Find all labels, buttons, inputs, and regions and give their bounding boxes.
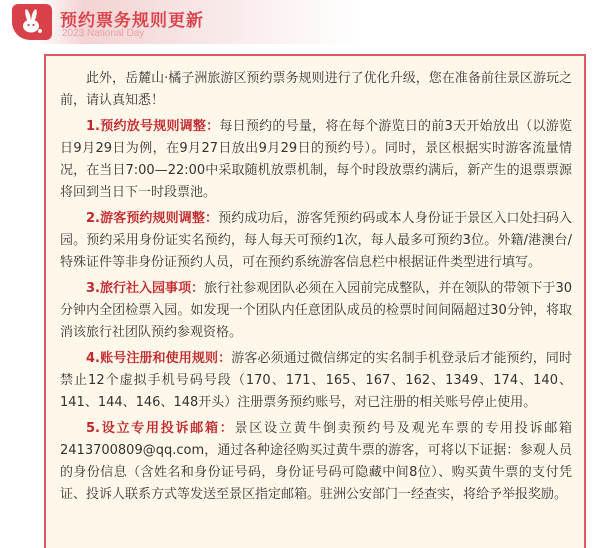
page-subtitle: 2023 National Day: [62, 28, 145, 39]
page-title: 预约票务规则更新: [60, 11, 204, 31]
section-5: [60, 418, 572, 506]
section-4: [60, 348, 572, 414]
header-banner: [0, 0, 600, 44]
section-3-heading: 3.旅行社入园事项：: [86, 281, 205, 296]
section-2-heading: 2.游客预约规则调整：: [86, 211, 219, 226]
section-1: [60, 116, 572, 204]
rabbit-logo-icon: [12, 4, 52, 40]
section-5-heading: 5.设立专用投诉邮箱：: [86, 421, 235, 436]
section-4-body: 游客必须通过微信绑定的实名制手机登录后才能预约，同时禁止12个虚拟手机号码号段（170、171、165、167、162、1349、174、140、141、144、146、148开头）注册票务预约账号，对已注册的相关账号停止使用。: [60, 351, 572, 410]
section-3-body: 旅行社参观团队必须在入园前完成整队，并在领队的带领下于30分钟内全团检票入园。如发现一个团队内任意团队成员的检票时间间隔超过30分钟，将取消该旅行社团队预约参观资格。: [60, 281, 573, 340]
section-4-heading: 4.账号注册和使用规则：: [86, 351, 232, 366]
section-1-body: 每日预约的号量，将在每个游览日的前3天开始放出（以游览日9月29日为例，在9月27日放出9月29日的预约号）。同时，景区根据实时游客流量情况，在当日7:00—22:00中采取随机放票机制，每个时段放票约满后，新产生的退票票源将回到当日下一时段票池。: [60, 119, 573, 200]
section-1-heading: 1.预约放号规则调整：: [86, 119, 220, 134]
intro-paragraph: 此外，岳麓山·橘子洲旅游区预约票务规则进行了优化升级，您在准备前往景区游玩之前，请认真知悉！: [60, 71, 572, 108]
section-2-body: 预约成功后，游客凭预约码或本人身份证于景区入口处扫码入园。预约采用身份证实名预约，每人每天可预约1次，每人最多可预约3位。外籍/港澳台/特殊证件等非身份证预约人员，可在预约系统游客信息栏中根据证件类型进行填写。: [60, 211, 572, 270]
notice-panel: [44, 54, 586, 548]
section-2: [60, 208, 572, 274]
section-3: [60, 278, 572, 344]
section-5-body: 景区设立黄牛倒卖预约号及观光车票的专用投诉邮箱2413700809@qq.com，通过各种途径购买过黄牛票的游客，可将以下证据：参观人员的身份信息（含姓名和身份证号码，身份证号码可隐藏中间8位）、购买黄牛票的支付凭证、投诉人联系方式等发送至景区指定邮箱。驻洲公安部门一经查实，将给予举报奖励。: [60, 421, 572, 502]
